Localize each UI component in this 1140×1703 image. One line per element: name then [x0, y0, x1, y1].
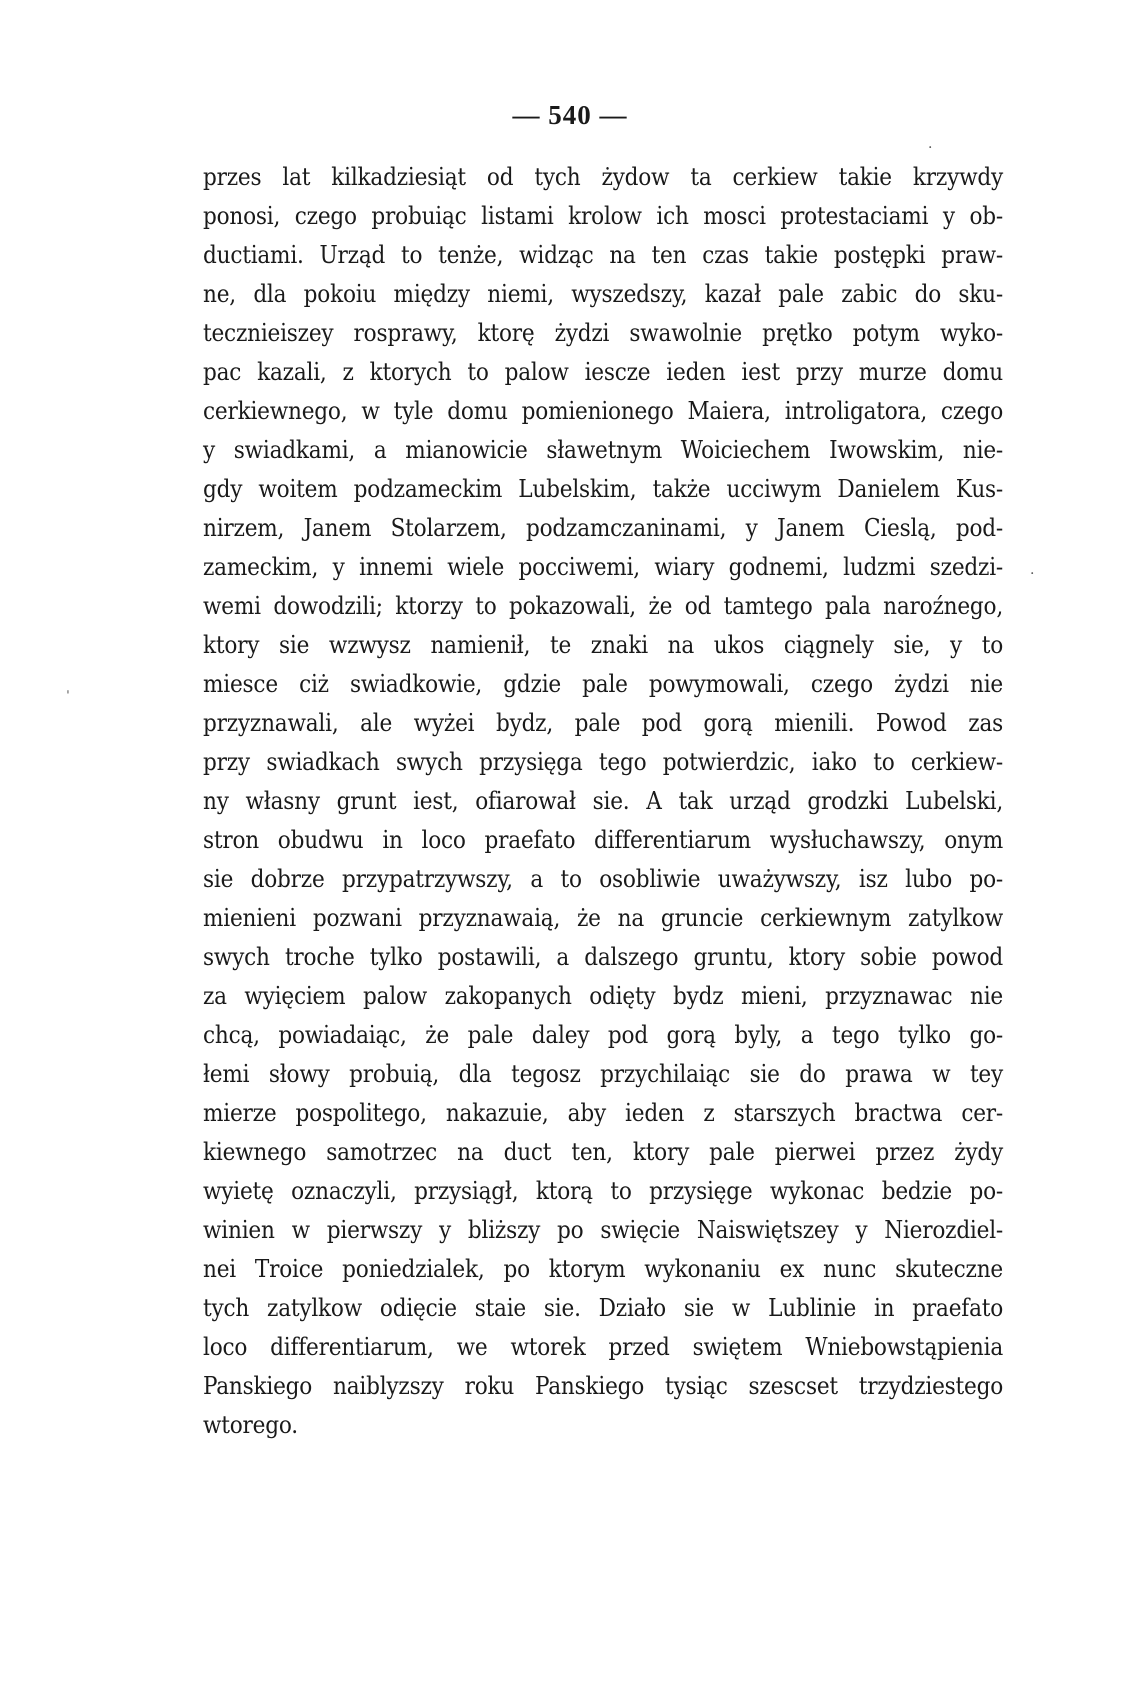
text-line: przyznawali, ale wyżei bydz, pale pod gorą mienili. Powod zas	[203, 709, 1003, 737]
text-line: gdy woitem podzameckim Lubelskim, także uccіwym Danielem Kus-	[203, 475, 1003, 503]
text-line: tych zatylkow odięcie staie sie. Działo sie w Lublinie in praefato	[203, 1294, 1003, 1322]
text-line: ne, dla pokoiu między niemi, wyszedszy, kazał pale zabic do sku-	[203, 280, 1003, 308]
text-line: cerkiewnego, w tyle domu pomienionego Maiera, introligatora, czego	[203, 397, 1003, 425]
text-line: pac kazali, z ktorych to palow iescze ieden iest przy murze domu	[203, 358, 1003, 386]
text-line: ductiami. Urząd to tenże, widząc na ten czas takie postępki praw-	[203, 241, 1003, 269]
text-line: zameckim, y innemi wiele pocciwemi, wiary godnemi, ludzmi szedzi-	[203, 553, 1003, 581]
ink-speck: ·	[928, 140, 933, 156]
text-line: chcą, powiadaiąc, że pale daley pod gorą byly, a tego tylko go-	[203, 1021, 1003, 1049]
text-line: mierze pospolitego, nakazuie, aby ieden z starszych bractwa cer-	[203, 1099, 1003, 1127]
text-line: Panskiego naiblyzszy roku Panskiego tysiąc szescset trzydziestego	[203, 1372, 1003, 1400]
text-line: mienieni pozwani przyznawaią, że na gruncie cerkiewnym zatylkow	[203, 904, 1003, 932]
text-line: loco differentiarum, we wtorek przed swiętem Wniebowstąpienia	[203, 1333, 1003, 1361]
page-number: — 540 —	[512, 100, 628, 130]
text-line: nirzem, Janem Stolarzem, podzamczaninami, y Janem Cieslą, pod-	[203, 514, 1003, 542]
text-line: miesce ciż swiadkowie, gdzie pale powymowali, czego żydzi nie	[203, 670, 1003, 698]
text-line: ny własny grunt iest, ofiarował sie. A tak urząd grodzki Lubelski,	[203, 787, 1003, 815]
text-line: ktory sie wzwysz namienił, te znaki na ukos ciągnely sie, y to	[203, 631, 1003, 659]
ink-speck: ·	[1030, 566, 1035, 582]
text-line: przy swiadkach swych przysięga tego potwierdzic, iako to cerkiew-	[203, 748, 1003, 776]
text-line: nei Troice poniedzialek, po ktorym wykonaniu ex nunc skuteczne	[203, 1255, 1003, 1283]
body-text	[203, 158, 1003, 1445]
text-line: wemi dowodzili; ktorzy to pokazowali, że od tamtego pala naroźnego,	[203, 592, 1003, 620]
text-line: sie dobrze przypatrzywszy, a to osobliwie uważywszy, isz lubo po-	[203, 865, 1003, 893]
text-line: przes lat kilkadziesiąt od tych żydow ta cerkiew takie krzywdy	[203, 163, 1003, 191]
text-line: swych troche tylko postawili, a dalszego gruntu, ktory sobie powod	[203, 943, 1003, 971]
text-line: y swiadkami, a mianowicie sławetnym Woiciechem Iwowskim, nie-	[203, 436, 1003, 464]
text-line: łemi słowy probuią, dla tegosz przychilaiąc sie do prawa w tey	[203, 1060, 1003, 1088]
text-line: stron obudwu in loco praefato differentiarum wysłuchawszy, onym	[203, 826, 1003, 854]
text-line: tecznieiszey rosprawy, ktorę żydzi swawolnie prętko potym wyko-	[203, 319, 1003, 347]
text-line: ponosi, czego probuiąc listami krolow ich mosci protestaciami y ob-	[203, 202, 1003, 230]
text-line: winien w pierwszy y bliższy po swięcie Naiswiętszey y Nierozdiel-	[203, 1216, 1003, 1244]
text-line: wtorego.	[203, 1411, 298, 1439]
text-line: za wyięciem palow zakopanych odięty bydz mieni, przyznawac nie	[203, 982, 1003, 1010]
text-line: kiewnego samotrzec na duct ten, ktory pale pierwei przez żydy	[203, 1138, 1003, 1166]
ink-speck: ˌ	[66, 680, 70, 696]
text-line: wyietę oznaczyli, przysiągł, ktorą to przysięge wykonac bedzie po-	[203, 1177, 1003, 1205]
